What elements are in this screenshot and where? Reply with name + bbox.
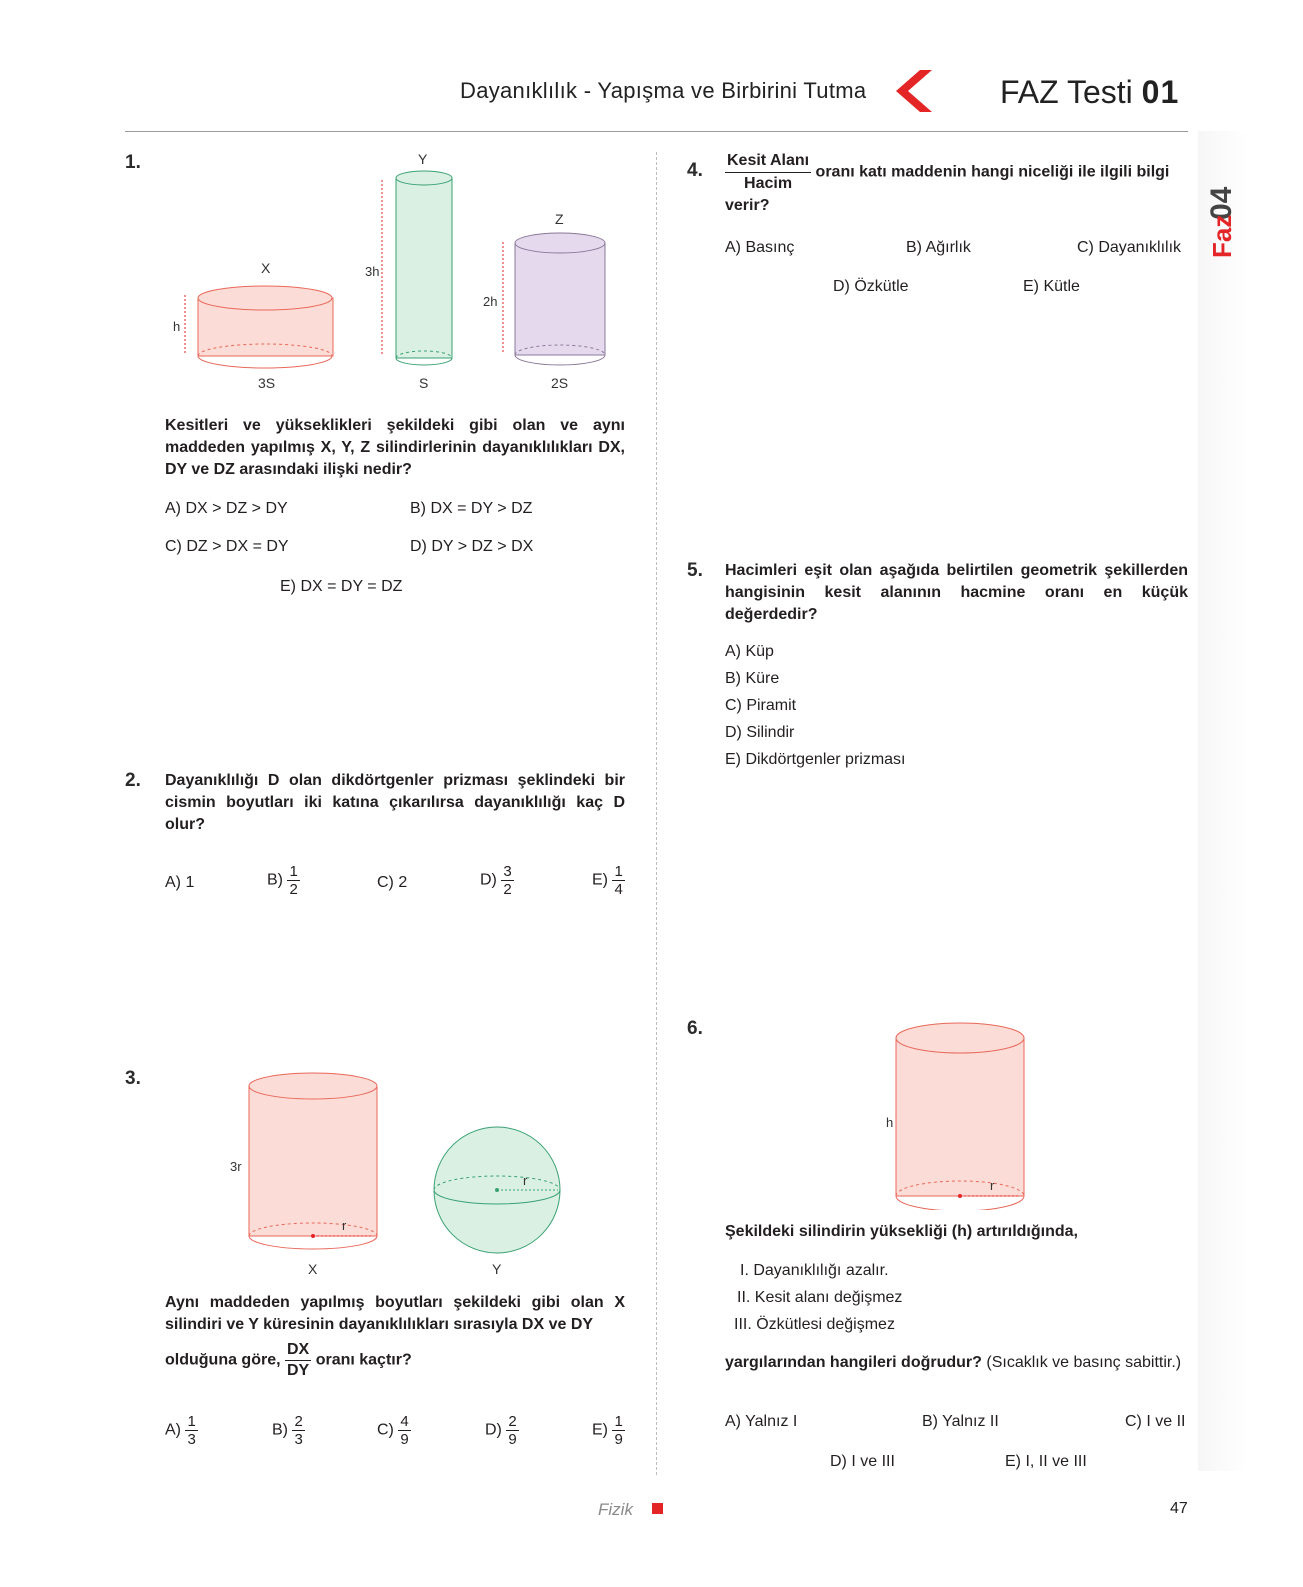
q5-number: 5. bbox=[687, 560, 703, 581]
q4-option-a[interactable]: A) Basınç bbox=[725, 239, 795, 256]
q6-question: yargılarından hangileri doğrudur? (Sıcaklık ve basınç sabittir.) bbox=[725, 1354, 1182, 1371]
q4-option-b[interactable]: B) Ağırlık bbox=[906, 239, 971, 256]
q2-option-c[interactable]: C) 2 bbox=[377, 874, 408, 891]
header-rule bbox=[125, 131, 1188, 132]
q4-option-c[interactable]: C) Dayanıklılık bbox=[1077, 239, 1182, 256]
height-2h-label: 2h bbox=[483, 294, 498, 309]
sidebar-faz-label bbox=[1200, 150, 1246, 260]
sidebar-number: 04 bbox=[1205, 186, 1238, 220]
height-h-label: h bbox=[886, 1115, 894, 1130]
sidebar-strip bbox=[1198, 131, 1248, 1471]
q3-text: Aynı maddeden yapılmış boyutları şekildeki gibi olan X silindiri ve Y küresinin dayanıklılıkları sırasıyla DX ve DY bbox=[165, 1294, 625, 1333]
sphere-radius-label: r bbox=[523, 1173, 528, 1188]
test-number: 01 bbox=[1141, 74, 1180, 110]
q1-option-b[interactable]: B) DX = DY > DZ bbox=[410, 500, 533, 517]
q2-number: 2. bbox=[125, 770, 141, 791]
q6-option-b[interactable]: B) Yalnız II bbox=[922, 1413, 999, 1430]
q6-option-a[interactable]: A) Yalnız I bbox=[725, 1413, 798, 1430]
q3-option-c[interactable]: C) $\frac{4}{9}$ bbox=[377, 1413, 409, 1448]
q4-text: $\frac{\text{Kesit Alanı}}{\text{Hacim}}$ oranı katı maddenin hangi niceliği ile ilgili bilgi verir? bbox=[725, 152, 1170, 214]
radius-label: r bbox=[990, 1178, 995, 1193]
page-number: 47 bbox=[1170, 1500, 1188, 1517]
area-3s-label: 3S bbox=[258, 375, 276, 391]
area-s-label: S bbox=[419, 375, 429, 391]
q3-option-b[interactable]: B) $\frac{2}{3}$ bbox=[272, 1413, 303, 1448]
height-3r-label: 3r bbox=[230, 1159, 242, 1174]
q5-text: Hacimleri eşit olan aşağıda belirtilen geometrik şekillerden hangisinin kesit alanının hacmine oranı en küçük değerdedir? bbox=[725, 562, 1188, 623]
q5-option-e[interactable]: E) Dikdörtgenler prizması bbox=[725, 751, 906, 768]
q5-option-a[interactable]: A) Küp bbox=[725, 643, 774, 660]
q6-figure bbox=[870, 1010, 1040, 1210]
q6-statement-2: II. Kesit alanı değişmez bbox=[737, 1289, 903, 1306]
q2-option-a[interactable]: A) 1 bbox=[165, 874, 195, 891]
sidebar-label: Faz bbox=[1207, 214, 1237, 258]
test-label: FAZ Testi bbox=[1000, 74, 1133, 110]
q3-figure bbox=[225, 1070, 585, 1280]
q2-option-b[interactable]: B) $\frac{1}{2}$ bbox=[267, 863, 298, 898]
q6-intro: Şekildeki silindirin yüksekliği (h) artırıldığında, bbox=[725, 1223, 1078, 1240]
q6-statement-3: III. Özkütlesi değişmez bbox=[734, 1316, 895, 1333]
q4-option-d[interactable]: D) Özkütle bbox=[833, 278, 909, 295]
q1-number: 1. bbox=[125, 152, 141, 173]
q5-option-c[interactable]: C) Piramit bbox=[725, 697, 797, 714]
q6-statement-1: I. Dayanıklılığı azalır. bbox=[740, 1262, 889, 1279]
height-h-label: h bbox=[173, 319, 181, 334]
q6-option-e[interactable]: E) I, II ve III bbox=[1005, 1453, 1087, 1470]
q1-figure bbox=[165, 150, 625, 400]
q6-option-d[interactable]: D) I ve III bbox=[830, 1453, 895, 1470]
cylinder-z-label: Z bbox=[555, 211, 564, 227]
q1-option-c[interactable]: C) DZ > DX = DY bbox=[165, 538, 289, 555]
chevron-left-icon bbox=[888, 68, 934, 114]
cylinder-x-label: X bbox=[308, 1261, 318, 1277]
q1-option-a[interactable]: A) DX > DZ > DY bbox=[165, 500, 288, 517]
q5-option-d[interactable]: D) Silindir bbox=[725, 724, 795, 741]
q1-text: Kesitleri ve yükseklikleri şekildeki gibi olan ve aynı maddeden yapılmış X, Y, Z silindirlerinin dayanıklılıkları DX, DY ve DZ arasındaki ilişki nedir? bbox=[165, 417, 625, 478]
q6-option-c[interactable]: C) I ve II bbox=[1125, 1413, 1186, 1430]
q2-option-e[interactable]: E) $\frac{1}{4}$ bbox=[592, 863, 623, 898]
cylinder-x-label: X bbox=[261, 260, 271, 276]
q1-option-e[interactable]: E) DX = DY = DZ bbox=[280, 578, 403, 595]
column-divider bbox=[656, 152, 657, 1475]
q2-option-d[interactable]: D) $\frac{3}{2}$ bbox=[480, 863, 512, 898]
header-subtitle: Dayanıklılık - Yapışma ve Birbirini Tutma bbox=[460, 78, 867, 103]
q4-number: 4. bbox=[687, 160, 703, 181]
q2-text: Dayanıklılığı D olan dikdörtgenler prizması şeklindeki bir cismin boyutları iki katına çıkarılırsa dayanıklılığı kaç D olur? bbox=[165, 772, 625, 833]
q3-number: 3. bbox=[125, 1068, 141, 1089]
footer-subject: Fizik bbox=[598, 1500, 633, 1519]
cylinder-y-label: Y bbox=[418, 151, 428, 167]
area-2s-label: 2S bbox=[551, 375, 569, 391]
radius-label: r bbox=[342, 1218, 347, 1233]
q1-option-d[interactable]: D) DY > DZ > DX bbox=[410, 538, 534, 555]
q3-option-a[interactable]: A) $\frac{1}{3}$ bbox=[165, 1413, 196, 1448]
q4-option-e[interactable]: E) Kütle bbox=[1023, 278, 1080, 295]
q5-option-b[interactable]: B) Küre bbox=[725, 670, 780, 687]
q6-number: 6. bbox=[687, 1018, 703, 1039]
q3-option-d[interactable]: D) $\frac{2}{9}$ bbox=[485, 1413, 517, 1448]
footer-square-icon bbox=[652, 1503, 663, 1514]
q3-text-2: olduğuna göre, $\frac{DX}{DY}$ oranı kaçtır? bbox=[165, 1341, 412, 1379]
sphere-y-label: Y bbox=[492, 1261, 502, 1277]
test-title bbox=[1000, 74, 1179, 111]
height-3h-label: 3h bbox=[365, 264, 380, 279]
q3-option-e[interactable]: E) $\frac{1}{9}$ bbox=[592, 1413, 623, 1448]
